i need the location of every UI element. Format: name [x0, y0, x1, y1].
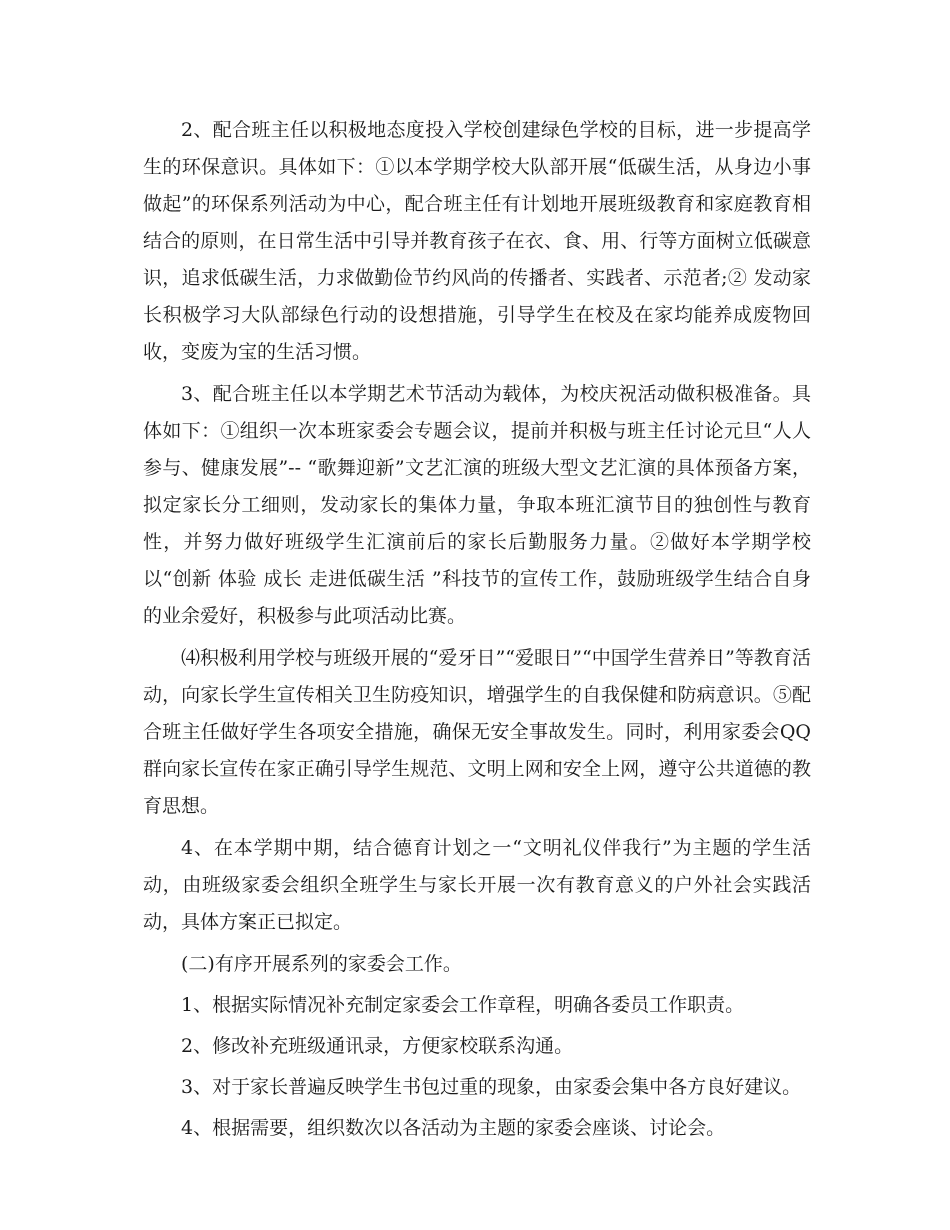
- list-item-3-schoolbag: 3、对于家长普遍反映学生书包过重的现象，由家委会集中各方良好建议。: [181, 1076, 802, 1098]
- paragraph-item-4-health-safety: ⑷积极利用学校与班级开展的“爱牙日”“爱眼日”“中国学生营养日”等教育活动，向家长学生宣传相关卫生防疫知识，增强学生的自我保健和防病意识。⑤配合班主任做好学生各项安全措施，确保无安全事故发生。同时，利用家委会QQ群向家长宣传在家正确引导学生规范、文明上网和安全上网，遵守公共道德的教育思想。: [143, 647, 811, 817]
- list-item-2-contacts: 2、修改补充班级通讯录，方便家校联系沟通。: [181, 1035, 574, 1057]
- document-body: [143, 112, 811, 1151]
- list-item-1-charter: 1、根据实际情况补充制定家委会工作章程，明确各委员工作职责。: [181, 994, 745, 1016]
- paragraph-item-3-art-festival: 3、配合班主任以本学期艺术节活动为载体，为校庆祝活动做积极准备。具体如下：①组织一次本班家委会专题会议，提前并积极与班主任讨论元旦“人人参与、健康发展”-- “歌舞迎新”文艺汇演的班级大型文艺汇演的具体预备方案，拟定家长分工细则，发动家长的集体力量，争取本班汇演节目的独创性与教育性，并努力做好班级学生汇演前后的家长后勤服务力量。②做好本学期学校以“创新 体验 成长 走进低碳生活 ”科技节的宣传工作，鼓励班级学生结合自身的业余爱好，积极参与此项活动比赛。: [143, 383, 811, 627]
- section-heading-committee-work: (二)有序开展系列的家委会工作。: [181, 953, 462, 975]
- paragraph-item-4-social-practice: 4、在本学期中期，结合德育计划之一“文明礼仪伴我行”为主题的学生活动，由班级家委会组织全班学生与家长开展一次有教育意义的户外社会实践活动，具体方案正已拟定。: [143, 837, 811, 933]
- paragraph-item-2-green-school: 2、配合班主任以积极地态度投入学校创建绿色学校的目标，进一步提高学生的环保意识。具体如下：①以本学期学校大队部开展“低碳生活，从身边小事做起”的环保系列活动为中心，配合班主任有计划地开展班级教育和家庭教育相结合的原则，在日常生活中引导并教育孩子在衣、食、用、行等方面树立低碳意识，追求低碳生活，力求做勤俭节约风尚的传播者、实践者、示范者;② 发动家长积极学习大队部绿色行动的设想措施，引导学生在校及在家均能养成废物回收，变废为宝的生活习惯。: [143, 119, 811, 363]
- list-item-4-meetings: 4、根据需要，组织数次以各活动为主题的家委会座谈、讨论会。: [181, 1117, 726, 1139]
